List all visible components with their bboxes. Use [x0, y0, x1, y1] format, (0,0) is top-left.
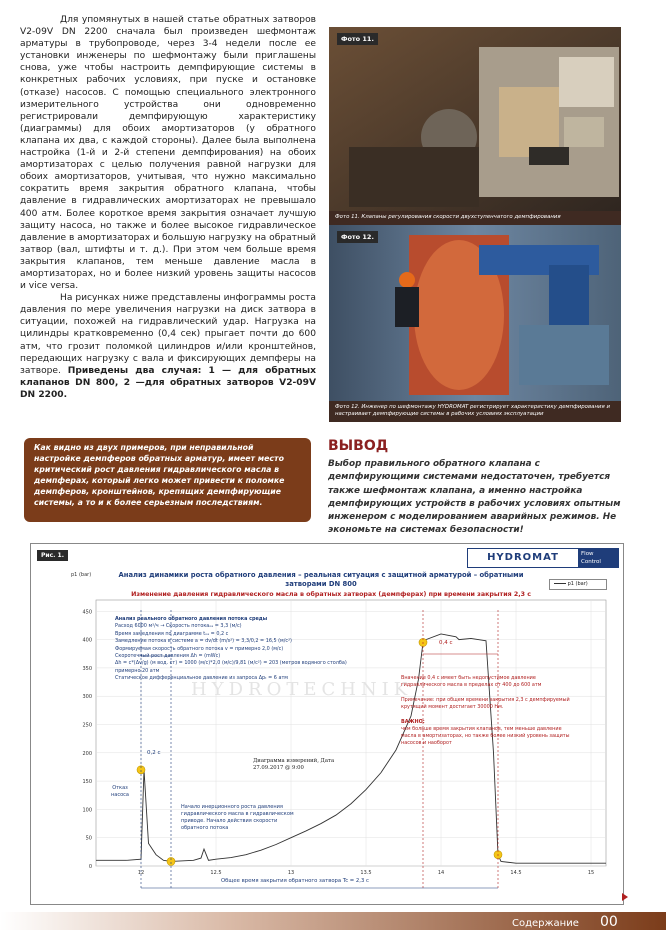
x-tick-label: 13.5 [360, 870, 372, 876]
x-tick-label: 14 [437, 870, 445, 876]
article-text [20, 14, 316, 401]
page-arrow-icon [622, 893, 628, 901]
analysis-box [115, 616, 375, 683]
photo-12-caption: Фото 12. Инженер по шефмонтажу HYDROMAT регистрирует характеристику демпфирования и настраивает демпфирующие системы в рабочих условиях эксплуатации [329, 401, 621, 422]
photo-11-label: Фото 11. [337, 33, 378, 45]
note-3-title: ВАЖНО: [401, 719, 425, 725]
photo-11 [329, 27, 621, 220]
annotation-begin: Начало инерционного роста давления гидравлического масла в гидравлическом приводе. Начало действия скорости обратного потока [181, 804, 294, 831]
y-tick-label: 200 [82, 750, 92, 757]
annotation-02s: 0,2 с [147, 750, 161, 756]
y-tick-label: 450 [82, 609, 92, 616]
annotation-pump-failure: Отказ насоса [111, 785, 129, 798]
note-block [401, 675, 576, 747]
chart-ylabel: p1 (bar) [71, 572, 92, 578]
x-tick-label: 12 [137, 870, 145, 876]
y-tick-label: 0 [88, 864, 92, 870]
annotation-04s: 0,4 с [439, 640, 453, 646]
x-tick-label: 13 [287, 870, 295, 876]
paragraph-2 [20, 292, 316, 401]
figure-subtitle: Изменение давления гидравлического масла в обратных затворах (демпферах) при времени закрытия 2,3 с [131, 591, 531, 598]
annotation-diagram: Диаграмма измерений, Дата 27.09.2017 @ 9:00 [253, 758, 335, 771]
chart-watermark: HYDROTECHNIK [191, 679, 413, 700]
photo-11-caption: Фото 11. Клапаны регулирования скорости двухступенчатого демпфирования [329, 211, 621, 229]
paragraph-2-bold: Приведены два случая: 1 — для обратных клапанов DN 800, 2 —для обратных затворов V2-09V DN 2200. [20, 365, 316, 400]
y-tick-label: 50 [85, 835, 92, 842]
photo-11-image [329, 27, 621, 211]
figure-label: Рис. 1. [37, 550, 68, 561]
photo-12-image [329, 225, 621, 401]
total-time-label: Общее время закрытия обратного затвора Tc = 2,3 с [221, 878, 369, 884]
analysis-line: Δh = c*(Δv/g) (м вод. ст) = 1000 (м/с)*2,0 (м/с)/9,81 (м/с²) = 203 (метров водяного столба) примерно 20 атм [115, 660, 347, 674]
y-tick-label: 350 [82, 665, 92, 672]
legend-label: p1 (bar) [567, 581, 588, 587]
footer-page-number: 00 [600, 914, 618, 930]
x-tick-label: 15 [587, 870, 595, 876]
analysis-line: Расход 6000 м³/ч → Скорость потокаₒₐ = 3,3 (м/с) [115, 623, 242, 630]
y-tick-label: 400 [82, 637, 92, 644]
analysis-line: Статическое дифференциальное давление из запроса Δpₜ = 6 атм [115, 675, 288, 682]
brand-name: HYDROMAT [468, 549, 578, 567]
conclusion-text: Выбор правильного обратного клапана с демпфирующими системами недостаточен, требуется также шефмонтаж клапана, а именно настройка демпфирующих устройств в рабочих условиях опытным инженером с моделированием аварийных режимов. Не экономьте на системах безопасности! [328, 459, 621, 536]
figure-title: Анализ динамики роста обратного давления – реальная ситуация с защитной арматурой – обратными затворами DN 800 [118, 571, 524, 588]
note-1: Вначение 0,4 с имеет быть недопустимое давление гидравлического масла в пределах от 400 до 600 атм [401, 675, 542, 688]
x-tick-label: 14.5 [510, 870, 522, 876]
conclusion-title: ВЫВОД [328, 438, 389, 454]
photo-12-label: Фото 12. [337, 231, 378, 243]
analysis-line: Анализ реального обратного давления потока среды [115, 616, 268, 622]
note-3: чем больше время закрытия клапанов, тем меньше давление масла в амортизаторах, но также более низкий уровень защиты насосов и наоборот [401, 726, 570, 746]
legend-line-icon [554, 583, 566, 584]
y-tick-label: 250 [82, 722, 92, 729]
note-2: Примечание: при общем времени закрытия 2,3 с демпфируемый крутящий момент достигает 30000 Нм. [401, 697, 570, 710]
x-tick-label: 12.5 [210, 870, 222, 876]
highlight-quote: Как видно из двух примеров, при неправильной настройке демпферов обратных арматур, имеет место критический рост давления гидравлического масла в демпферах, который легко может привести к поломке демпферов, кронштейнов, крепящих демпфирующие системы, а то и к более серьезным последствиям. [24, 438, 311, 522]
brand-sub: Flow Control [578, 549, 618, 567]
analysis-line: Замедление потока в системе a = dv/dt (m/s²) = 3,3/0,2 = 16,5 (м/с²) [115, 638, 292, 645]
paragraph-2-text: На рисунках ниже представлены инфограммы роста давления по мере увеличения нагрузки на диск затвора в ситуации, похожей на гидравлический удар. Нагрузка на цилиндры кратковременно (0,4 сек) прыгает почти до 600 атм, что грозит поломкой цилиндров и/или кронштейнов, передающих нагрузку с вала и фиксирующих демпферы на затворе. [20, 293, 316, 376]
paragraph-1: Для упомянутых в нашей статье обратных затворов V2-09V DN 2200 сначала был произведен шефмонтаж арматуры в трубопроводе, через 3-4 недели после ее установки инженеры по шефмонтажу были приглашены снова, уже чтобы настроить демпфирующие системы в конкретных рабочих условиях, при пуске и остановке (отказе) насосов. С помощью специального электронного измерительного устройства они одновременно регистрировали демпфирующую характеристику (диаграммы) для обоих амортизаторов (у обратного клапана их два, с каждой стороны). Далее была выполнена настройка (1-й и 2-й степени демпфирования) на обоих амортизаторах с целью получения равной нагрузки для обоих амортизаторов, учитывая, что нужно максимально сократить время закрытия обратного клапана, чтобы давление в гидравлических амортизаторах не превышало 400 атм. Более короткое время закрытия означает лучшую защиту насоса, но также и более высокое гидравлическое давление в амортизаторах и большую нагрузку на обратный затвор (вал, штифты и т. д.). При этом чем больше время закрытия клапанов, тем меньше давление масла в амортизаторах, но и более низкий уровень защиты насосов и vice versa. [20, 15, 316, 292]
y-tick-label: 300 [82, 694, 92, 701]
analysis-line: Скоротечный рост давления Δh = (mWc) [115, 653, 221, 660]
analysis-line: Время замедления по диаграмме tₒₐ = 0,2 с [115, 630, 229, 637]
y-tick-label: 150 [82, 779, 92, 786]
figure-1 [30, 543, 624, 905]
photo-12 [329, 225, 621, 417]
analysis-line: Формируемая скорость обратного потока v = примерно 2,0 (м/с) [115, 645, 284, 652]
y-tick-label: 100 [82, 807, 92, 814]
footer-contents-link[interactable]: Содержание [512, 918, 579, 929]
chart-legend [549, 579, 607, 590]
